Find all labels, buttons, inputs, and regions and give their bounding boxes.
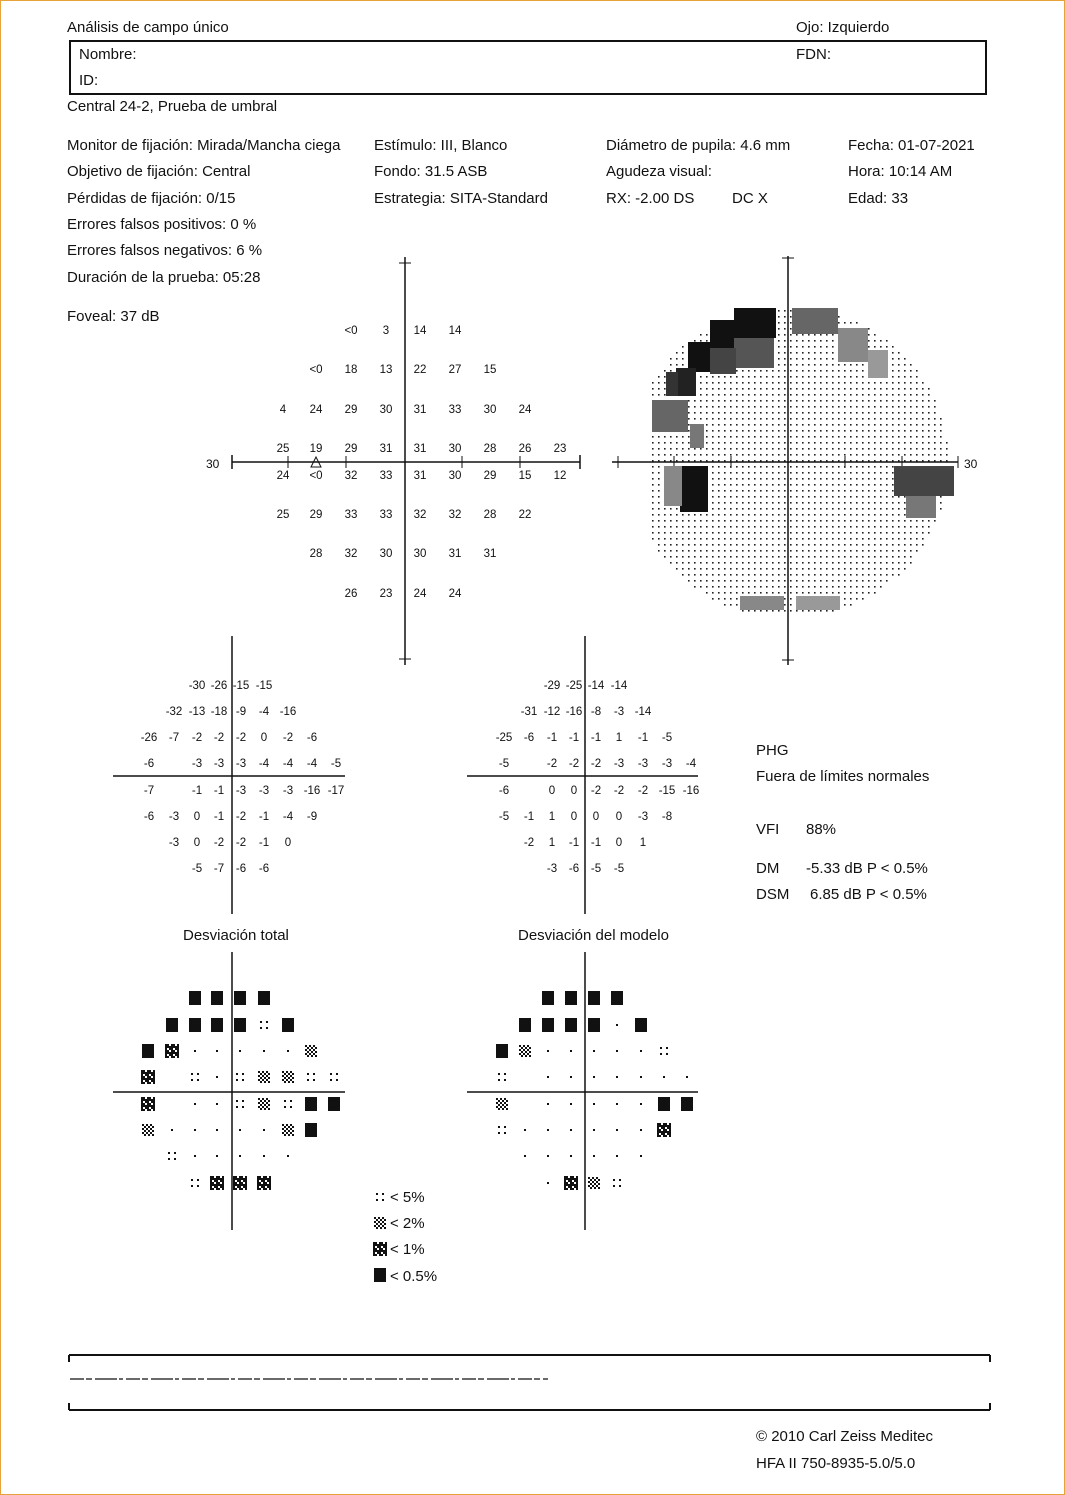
pattern-deviation-value: -5 — [590, 863, 602, 875]
pattern-deviation-value: -3 — [613, 706, 625, 718]
threshold-value: 14 — [448, 325, 462, 337]
total-deviation-title: Desviación total — [183, 927, 289, 944]
pattern-deviation-value: -2 — [613, 785, 625, 797]
total-deviation-value: -2 — [235, 732, 247, 744]
threshold-value: 15 — [483, 364, 497, 376]
total-deviation-value: -16 — [303, 785, 321, 797]
threshold-value: 32 — [448, 509, 462, 521]
pattern-deviation-value: -16 — [682, 785, 700, 797]
vfi-label: VFI — [756, 821, 780, 838]
strategy: Estrategia: SITA-Standard — [374, 190, 548, 207]
copyright: © 2010 Carl Zeiss Meditec — [756, 1428, 933, 1445]
threshold-value: 28 — [309, 548, 323, 560]
total-deviation-value: -2 — [282, 732, 294, 744]
total-deviation-value: -3 — [213, 758, 225, 770]
dc: DC X — [732, 190, 768, 207]
threshold-value: 30 — [379, 548, 393, 560]
threshold-value: 24 — [276, 470, 290, 482]
total-deviation-value: -1 — [191, 785, 203, 797]
pattern-deviation-value: 0 — [592, 811, 600, 823]
pattern-deviation-value: -6 — [523, 732, 535, 744]
md-label: DM — [756, 860, 780, 877]
pattern-deviation-value: -6 — [568, 863, 580, 875]
threshold-value: 30 — [413, 548, 427, 560]
pattern-deviation-value: -2 — [590, 785, 602, 797]
threshold-value: 33 — [379, 470, 393, 482]
total-deviation-value: -32 — [165, 706, 183, 718]
threshold-value: 29 — [344, 404, 358, 416]
pattern-deviation-value: -1 — [590, 732, 602, 744]
threshold-value: 32 — [413, 509, 427, 521]
total-deviation-value: -5 — [191, 863, 203, 875]
threshold-value: 33 — [344, 509, 358, 521]
total-deviation-value: -1 — [213, 785, 225, 797]
pattern-deviation-value: 0 — [548, 785, 556, 797]
fixation-target: Objetivo de fijación: Central — [67, 163, 251, 180]
threshold-value: 33 — [379, 509, 393, 521]
total-deviation-value: -9 — [306, 811, 318, 823]
threshold-value: 25 — [276, 443, 290, 455]
pattern-deviation-value: -5 — [613, 863, 625, 875]
pattern-deviation-value: -14 — [610, 680, 628, 692]
pattern-deviation-value: -5 — [498, 758, 510, 770]
total-deviation-value: -3 — [258, 785, 270, 797]
id-label: ID: — [79, 72, 99, 89]
threshold-value: <0 — [344, 325, 358, 337]
pattern-deviation-value: -14 — [634, 706, 652, 718]
threshold-value: 24 — [518, 404, 532, 416]
pattern-deviation-value: -4 — [685, 758, 697, 770]
threshold-value: 29 — [483, 470, 497, 482]
threshold-value: 4 — [279, 404, 287, 416]
total-deviation-value: -3 — [235, 785, 247, 797]
eye-label: Ojo: Izquierdo — [796, 19, 890, 36]
threshold-value: 23 — [379, 588, 393, 600]
threshold-value: 28 — [483, 443, 497, 455]
total-deviation-value: -2 — [213, 732, 225, 744]
pattern-deviation-value: -2 — [546, 758, 558, 770]
total-deviation-value: -26 — [140, 732, 158, 744]
threshold-value: 28 — [483, 509, 497, 521]
total-deviation-value: 0 — [193, 811, 201, 823]
visual-acuity: Agudeza visual: — [606, 163, 712, 180]
total-deviation-value: -3 — [191, 758, 203, 770]
pattern-deviation-value: -3 — [613, 758, 625, 770]
threshold-value: 15 — [518, 470, 532, 482]
time: Hora: 10:14 AM — [848, 163, 953, 180]
psd-value: 6.85 dB P < 0.5% — [810, 886, 927, 903]
total-deviation-value: -4 — [258, 758, 270, 770]
pattern-deviation-value: -2 — [637, 785, 649, 797]
pattern-deviation-value: 0 — [570, 785, 578, 797]
threshold-value: 31 — [413, 470, 427, 482]
legend-label-2: < 2% — [390, 1215, 425, 1232]
pattern-deviation-value: 1 — [615, 732, 623, 744]
age: Edad: 33 — [848, 190, 909, 207]
pattern-deviation-value: -3 — [637, 811, 649, 823]
threshold-value: 3 — [382, 325, 390, 337]
threshold-value: 29 — [344, 443, 358, 455]
pattern-deviation-value: -3 — [546, 863, 558, 875]
pattern-deviation-value: -15 — [658, 785, 676, 797]
total-deviation-value: -3 — [168, 837, 180, 849]
total-deviation-value: -17 — [327, 785, 345, 797]
threshold-value: 31 — [413, 404, 427, 416]
total-deviation-value: -1 — [258, 811, 270, 823]
threshold-value: 19 — [309, 443, 323, 455]
total-deviation-value: -30 — [188, 680, 206, 692]
pattern-deviation-value: -5 — [498, 811, 510, 823]
pattern-deviation-value: -2 — [523, 837, 535, 849]
total-deviation-value: -3 — [168, 811, 180, 823]
pattern-deviation-value: -14 — [587, 680, 605, 692]
legend-label-5: < 5% — [390, 1189, 425, 1206]
total-deviation-value: -4 — [306, 758, 318, 770]
test-name: Central 24-2, Prueba de umbral — [67, 98, 278, 115]
threshold-value: 26 — [344, 588, 358, 600]
threshold-value: 18 — [344, 364, 358, 376]
dob-label: FDN: — [796, 46, 831, 63]
threshold-value: 31 — [379, 443, 393, 455]
foveal: Foveal: 37 dB — [67, 308, 160, 325]
total-deviation-value: -26 — [210, 680, 228, 692]
total-deviation-value: 0 — [193, 837, 201, 849]
pattern-deviation-value: -3 — [661, 758, 673, 770]
md-value: -5.33 dB P < 0.5% — [806, 860, 928, 877]
threshold-value: 32 — [344, 470, 358, 482]
device-model: HFA II 750-8935-5.0/5.0 — [756, 1455, 916, 1472]
axis-label-left: 30 — [206, 457, 220, 471]
threshold-value: 13 — [379, 364, 393, 376]
threshold-value: 29 — [309, 509, 323, 521]
threshold-value: 24 — [413, 588, 427, 600]
pattern-deviation-value: -2 — [590, 758, 602, 770]
threshold-value: 22 — [413, 364, 427, 376]
pattern-deviation-value: -1 — [637, 732, 649, 744]
threshold-value: 14 — [413, 325, 427, 337]
total-deviation-value: -3 — [282, 785, 294, 797]
fixation-losses: Pérdidas de fijación: 0/15 — [67, 190, 236, 207]
ght-label: PHG — [756, 742, 789, 759]
stimulus: Estímulo: III, Blanco — [374, 137, 508, 154]
false-neg: Errores falsos negativos: 6 % — [67, 242, 263, 259]
total-deviation-value: 0 — [260, 732, 268, 744]
total-deviation-value: -15 — [232, 680, 250, 692]
pattern-deviation-value: 1 — [548, 811, 556, 823]
pattern-deviation-value: -29 — [543, 680, 561, 692]
pupil-diameter: Diámetro de pupila: 4.6 mm — [606, 137, 791, 154]
total-deviation-value: -6 — [143, 758, 155, 770]
pattern-deviation-value: -16 — [565, 706, 583, 718]
pattern-deviation-value: -1 — [568, 837, 580, 849]
total-deviation-value: -5 — [330, 758, 342, 770]
fixation-monitor: Monitor de fijación: Mirada/Mancha ciega — [67, 137, 341, 154]
total-deviation-value: -7 — [213, 863, 225, 875]
threshold-value: 22 — [518, 509, 532, 521]
total-deviation-value: -6 — [143, 811, 155, 823]
total-deviation-value: -16 — [279, 706, 297, 718]
pattern-deviation-value: -2 — [568, 758, 580, 770]
pattern-deviation-value: -1 — [590, 837, 602, 849]
total-deviation-value: -7 — [168, 732, 180, 744]
total-deviation-value: -15 — [255, 680, 273, 692]
rx: RX: -2.00 DS — [606, 190, 695, 207]
report-title: Análisis de campo único — [67, 19, 229, 36]
vfi-value: 88% — [806, 821, 837, 838]
threshold-value: <0 — [309, 364, 323, 376]
pattern-deviation-title: Desviación del modelo — [518, 927, 669, 944]
threshold-value: <0 — [309, 470, 323, 482]
total-deviation-value: -3 — [235, 758, 247, 770]
pattern-deviation-value: -25 — [565, 680, 583, 692]
name-label: Nombre: — [79, 46, 137, 63]
total-deviation-value: -6 — [235, 863, 247, 875]
total-deviation-value: -6 — [258, 863, 270, 875]
test-duration: Duración de la prueba: 05:28 — [67, 269, 261, 286]
date: Fecha: 01-07-2021 — [848, 137, 975, 154]
background: Fondo: 31.5 ASB — [374, 163, 488, 180]
threshold-value: 26 — [518, 443, 532, 455]
threshold-value: 23 — [553, 443, 567, 455]
pattern-deviation-value: -12 — [543, 706, 561, 718]
pattern-deviation-value: 0 — [615, 837, 623, 849]
pattern-deviation-value: 0 — [570, 811, 578, 823]
false-pos: Errores falsos positivos: 0 % — [67, 216, 257, 233]
threshold-value: 31 — [413, 443, 427, 455]
threshold-value: 33 — [448, 404, 462, 416]
threshold-value: 30 — [483, 404, 497, 416]
total-deviation-value: -2 — [235, 811, 247, 823]
total-deviation-value: -7 — [143, 785, 155, 797]
threshold-value: 30 — [448, 470, 462, 482]
pattern-deviation-value: -8 — [590, 706, 602, 718]
total-deviation-value: -2 — [235, 837, 247, 849]
threshold-value: 30 — [448, 443, 462, 455]
pattern-deviation-value: -1 — [568, 732, 580, 744]
threshold-value: 27 — [448, 364, 462, 376]
total-deviation-value: 0 — [284, 837, 292, 849]
total-deviation-value: -9 — [235, 706, 247, 718]
psd-label: DSM — [756, 886, 790, 903]
threshold-value: 24 — [309, 404, 323, 416]
total-deviation-value: -18 — [210, 706, 228, 718]
pattern-deviation-value: -1 — [523, 811, 535, 823]
threshold-value: 25 — [276, 509, 290, 521]
total-deviation-value: -4 — [282, 811, 294, 823]
threshold-value: 31 — [448, 548, 462, 560]
total-deviation-value: -4 — [258, 706, 270, 718]
total-deviation-value: -6 — [306, 732, 318, 744]
pattern-deviation-value: -1 — [546, 732, 558, 744]
axis-label-right: 30 — [964, 457, 978, 471]
threshold-value: 12 — [553, 470, 567, 482]
total-deviation-value: -13 — [188, 706, 206, 718]
total-deviation-value: -4 — [282, 758, 294, 770]
pattern-deviation-value: 1 — [639, 837, 647, 849]
pattern-deviation-value: -3 — [637, 758, 649, 770]
legend-label-1: < 1% — [390, 1241, 425, 1258]
pattern-deviation-value: 0 — [615, 811, 623, 823]
legend-label-05: < 0.5% — [390, 1268, 438, 1285]
pattern-deviation-value: -25 — [495, 732, 513, 744]
pattern-deviation-value: -6 — [498, 785, 510, 797]
pattern-deviation-value: 1 — [548, 837, 556, 849]
threshold-value: 30 — [379, 404, 393, 416]
threshold-value: 32 — [344, 548, 358, 560]
pattern-deviation-value: -8 — [661, 811, 673, 823]
ght-value: Fuera de límites normales — [756, 768, 930, 785]
threshold-value: 31 — [483, 548, 497, 560]
total-deviation-value: -1 — [258, 837, 270, 849]
threshold-value: 24 — [448, 588, 462, 600]
pattern-deviation-value: -5 — [661, 732, 673, 744]
pattern-deviation-value: -31 — [520, 706, 538, 718]
total-deviation-value: -2 — [191, 732, 203, 744]
total-deviation-value: -1 — [213, 811, 225, 823]
total-deviation-value: -2 — [213, 837, 225, 849]
